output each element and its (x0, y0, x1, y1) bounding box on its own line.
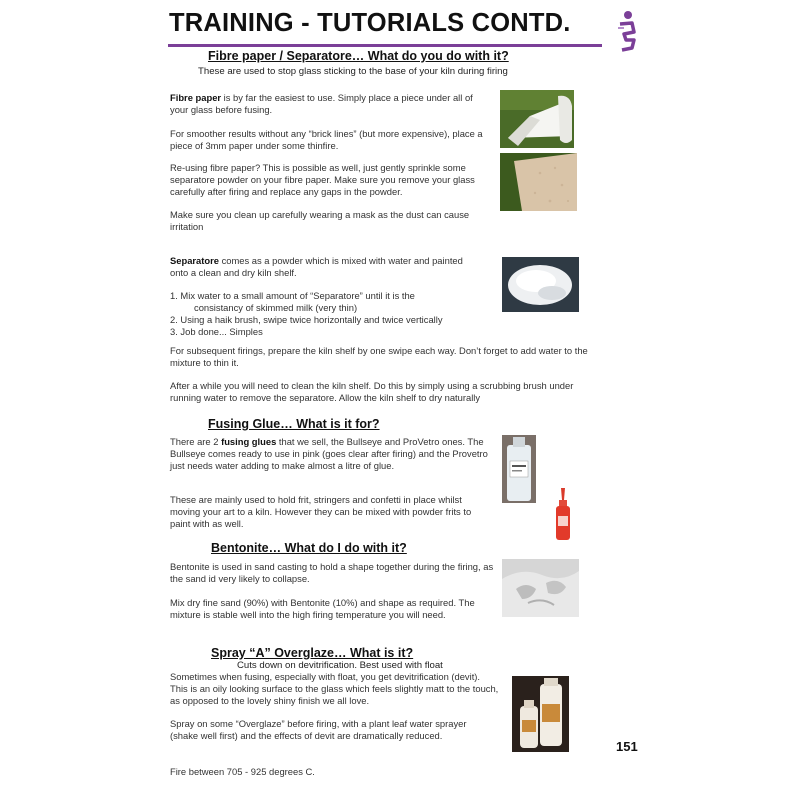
provetro-glue-bottle-photo (502, 435, 536, 503)
fibre-paper-reuse: Re-using fibre paper? This is possible as well, just gently sprinkle some separatore powder on your fibre paper. Make sure you remove your glass carefully after firing and replace any gaps in the powder. (170, 162, 475, 197)
fibre-paper-smoother: For smoother results without any “brick lines” (but more expensive), place a piece of 3mm paper under some thinfire. (170, 128, 483, 151)
separatore-step-3: 3. Job done... Simples (170, 326, 263, 337)
overglaze-spray-instructions: Spray on some “Overglaze” before firing, with a plant leaf water sprayer (shake well first) and the effects of devit are dramatically reduced. (170, 718, 467, 741)
fusing-glue-intro: There are 2 fusing glues that we sell, the Bullseye and ProVetro ones. The Bullseye comes ready to use in pink (goes clear after firing) and the Provetro just needs water adding to make almost a litre of glue. (170, 436, 488, 471)
fibre-separatore-subtitle: These are used to stop glass sticking to the base of your kiln during firing (198, 66, 508, 77)
separatore-cleaning: After a while you will need to clean the kiln shelf. Do this by simply using a scrubbing brush under running water to remove the separatore. Allow the kiln shelf to dry naturally (170, 380, 574, 403)
fibre-paper-term: Fibre paper (170, 92, 222, 103)
separatore-intro: Separatore comes as a powder which is mixed with water and painted onto a clean and dry kiln shelf. (170, 255, 463, 278)
overglaze-subtitle: Cuts down on devitrification. Best used with float (237, 660, 443, 671)
overglaze-heading: Spray “A” Overglaze… What is it? (211, 646, 414, 660)
fibre-paper-mask-warning: Make sure you clean up carefully wearing a mask as the dust can cause irritation (170, 209, 470, 232)
sand-casting-photo (502, 559, 579, 617)
purple-figure-logo-icon (612, 10, 642, 52)
fibre-paper-roll-photo (500, 90, 574, 148)
fibre-paper-powder-photo (500, 153, 577, 211)
separatore-step-1: 1. Mix water to a small amount of “Separatore” until it is the (170, 290, 415, 301)
fusing-glues-term: fusing glues (221, 436, 277, 447)
overglaze-firing-temp: Fire between 705 - 925 degrees C. (170, 766, 315, 777)
fusing-glue-heading: Fusing Glue… What is it for? (208, 417, 380, 431)
overglaze-bottles-photo (512, 676, 569, 752)
separatore-step-1-cont: consistancy of skimmed milk (very thin) (194, 302, 358, 313)
fibre-paper-intro: Fibre paper is by far the easiest to use. Simply place a piece under all of your glass before fusing. (170, 92, 473, 115)
separatore-subsequent: For subsequent firings, prepare the kiln shelf by one swipe each way. Don’t forget to add water to the mixture to thin it. (170, 345, 588, 368)
bentonite-intro: Bentonite is used in sand casting to hold a shape together during the firing, as the sand id very likely to collapse. (170, 561, 494, 584)
fusing-glue-usage: These are mainly used to hold frit, stringers and confetti in place whilst moving your art to a kiln. However they can be mixed with powder frits to paint with as well. (170, 494, 472, 529)
fibre-separatore-heading: Fibre paper / Separatore… What do you do with it? (208, 49, 509, 63)
bullseye-glue-bottle-photo (548, 486, 578, 542)
separatore-steps (170, 290, 490, 338)
separatore-term: Separatore (170, 255, 219, 266)
separatore-step-2: 2. Using a haik brush, swipe twice horizontally and twice vertically (170, 314, 443, 325)
bentonite-heading: Bentonite… What do I do with it? (211, 541, 407, 555)
overglaze-devit-explain: Sometimes when fusing, especially with float, you get devitrification (devit). This is an oily looking surface to the glass which feels slightly matt to the touch, as opposed to the lovely shiny finish we all love. (170, 671, 499, 706)
page-title: TRAINING - TUTORIALS CONTD. (169, 9, 571, 37)
page-number: 151 (616, 739, 638, 754)
title-underline (168, 44, 602, 47)
separatore-powder-photo (502, 257, 579, 312)
bentonite-mix: Mix dry fine sand (90%) with Bentonite (10%) and shape as required. The mixture is stable well into the high firing temperature you will need. (170, 597, 475, 620)
